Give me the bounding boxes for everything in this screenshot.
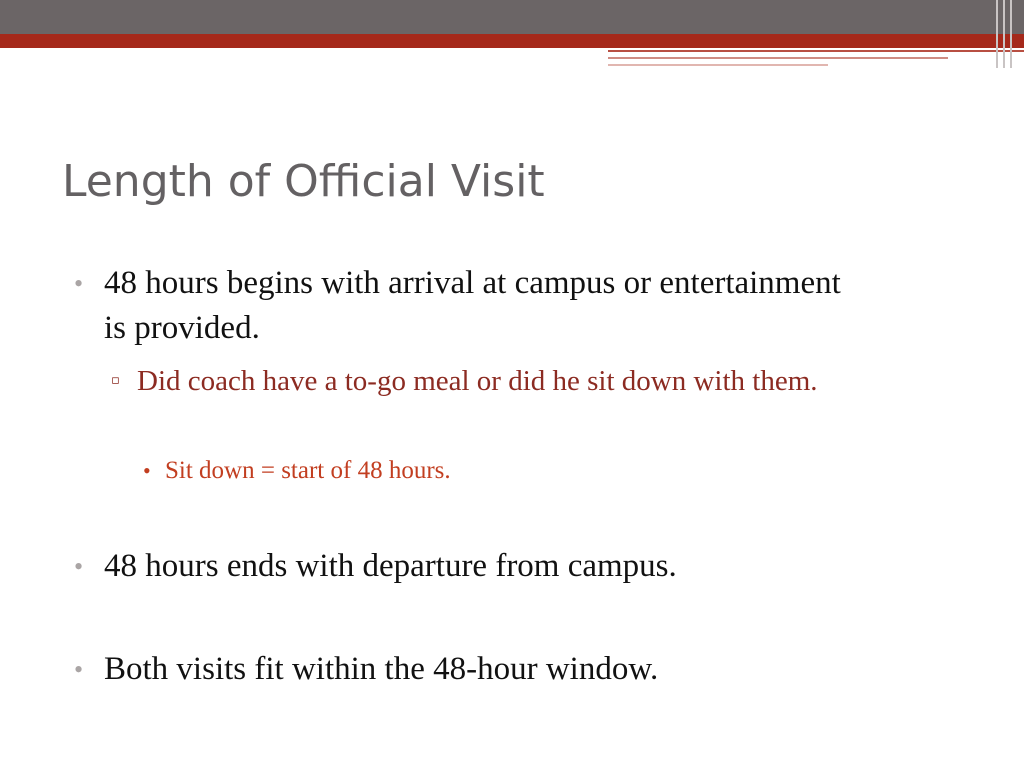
bullet-marker: • (74, 269, 84, 298)
bullet-item (74, 261, 864, 351)
bullet-text: 48 hours begins with arrival at campus or entertainment is provided. (104, 265, 841, 346)
bullet-text: 48 hours ends with departure from campus. (104, 548, 677, 584)
bullet-item (74, 647, 964, 692)
bullet-text: Both visits fit within the 48-hour window. (104, 651, 659, 687)
sub-bullet-item (111, 360, 917, 402)
slide-title: Length of Official Visit (62, 156, 545, 207)
sub-bullet-marker: ▫ (111, 373, 120, 388)
sub-bullet-text: Did coach have a to-go meal or did he sit down with them. (137, 365, 818, 397)
bullet-marker: • (74, 655, 84, 684)
bullet-item (74, 544, 964, 589)
sub-sub-bullet-item (143, 453, 865, 489)
sub-sub-bullet-text: Sit down = start of 48 hours. (165, 457, 451, 484)
bullet-marker: • (74, 552, 84, 581)
sub-sub-bullet-marker: • (143, 458, 151, 483)
